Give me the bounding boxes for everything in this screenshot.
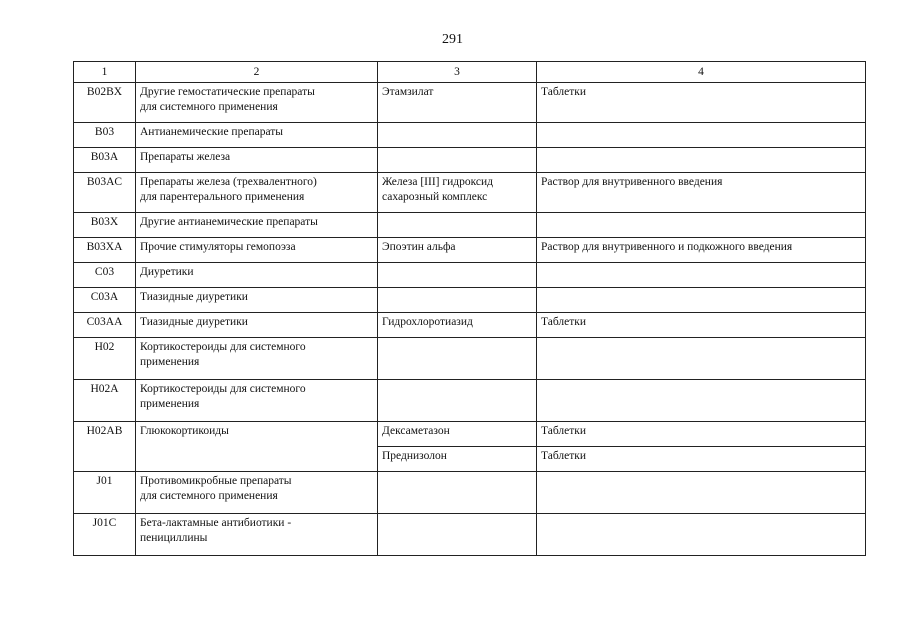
atc-code-cell: B03A <box>74 148 136 173</box>
page-number: 291 <box>442 32 463 47</box>
dosage-form-cell <box>537 380 866 422</box>
table-row <box>74 380 866 422</box>
dosage-form-cell <box>537 288 866 313</box>
table-row <box>74 148 866 173</box>
dosage-form-cell: Таблетки <box>537 447 866 472</box>
group-name-cell: Другие антианемические препараты <box>136 213 378 238</box>
group-name-cell: Прочие стимуляторы гемопоэза <box>136 238 378 263</box>
table-body <box>74 83 866 556</box>
group-name-cell: Антианемические препараты <box>136 123 378 148</box>
column-header-3: 3 <box>378 62 537 83</box>
dosage-form-cell: Таблетки <box>537 313 866 338</box>
table-row <box>74 173 866 213</box>
group-name-cell: Кортикостероиды для системного применения <box>136 338 378 380</box>
table-row <box>74 422 866 447</box>
drug-name-cell <box>378 514 537 556</box>
table-header-row <box>74 62 866 83</box>
column-header-2: 2 <box>136 62 378 83</box>
dosage-form-cell <box>537 338 866 380</box>
drug-name-cell: Преднизолон <box>378 447 537 472</box>
drug-name-cell <box>378 123 537 148</box>
table-row <box>74 288 866 313</box>
atc-code-cell: B03X <box>74 213 136 238</box>
drug-name-cell: Железа [III] гидроксид сахарозный комплекс <box>378 173 537 213</box>
table-row <box>74 472 866 514</box>
drug-name-cell: Гидрохлоротиазид <box>378 313 537 338</box>
drug-name-cell <box>378 213 537 238</box>
drug-name-cell <box>378 263 537 288</box>
atc-code-cell: C03A <box>74 288 136 313</box>
table-row <box>74 123 866 148</box>
drug-table <box>73 61 866 556</box>
group-name-cell: Бета-лактамные антибиотики - пенициллины <box>136 514 378 556</box>
atc-code-cell: B03XA <box>74 238 136 263</box>
dosage-form-cell <box>537 514 866 556</box>
drug-name-cell <box>378 148 537 173</box>
group-name-cell: Препараты железа <box>136 148 378 173</box>
group-name-cell: Диуретики <box>136 263 378 288</box>
drug-name-cell <box>378 338 537 380</box>
atc-code-cell: B03AC <box>74 173 136 213</box>
atc-code-cell: J01 <box>74 472 136 514</box>
drug-name-cell: Дексаметазон <box>378 422 537 447</box>
column-header-4: 4 <box>537 62 866 83</box>
dosage-form-cell <box>537 148 866 173</box>
dosage-form-cell: Раствор для внутривенного и подкожного введения <box>537 238 866 263</box>
group-name-cell: Препараты железа (трехвалентного) для парентерального применения <box>136 173 378 213</box>
dosage-form-cell <box>537 213 866 238</box>
drug-name-cell <box>378 288 537 313</box>
dosage-form-cell: Таблетки <box>537 83 866 123</box>
table-row <box>74 213 866 238</box>
atc-code-cell: H02 <box>74 338 136 380</box>
group-name-cell: Кортикостероиды для системного применения <box>136 380 378 422</box>
table-row <box>74 338 866 380</box>
group-name-cell: Тиазидные диуретики <box>136 288 378 313</box>
group-name-cell: Глюкокортикоиды <box>136 422 378 472</box>
drug-name-cell <box>378 472 537 514</box>
drug-name-cell <box>378 380 537 422</box>
dosage-form-cell <box>537 263 866 288</box>
atc-code-cell: C03 <box>74 263 136 288</box>
atc-code-cell: H02AB <box>74 422 136 472</box>
table-row <box>74 83 866 123</box>
atc-code-cell: H02A <box>74 380 136 422</box>
dosage-form-cell: Раствор для внутривенного введения <box>537 173 866 213</box>
atc-code-cell: J01C <box>74 514 136 556</box>
dosage-form-cell <box>537 123 866 148</box>
table-row <box>74 238 866 263</box>
table-row <box>74 263 866 288</box>
atc-code-cell: C03AA <box>74 313 136 338</box>
column-header-1: 1 <box>74 62 136 83</box>
table-row <box>74 514 866 556</box>
group-name-cell: Противомикробные препараты для системного применения <box>136 472 378 514</box>
dosage-form-cell <box>537 472 866 514</box>
atc-code-cell: B03 <box>74 123 136 148</box>
drug-name-cell: Этамзилат <box>378 83 537 123</box>
group-name-cell: Другие гемостатические препараты для системного применения <box>136 83 378 123</box>
drug-name-cell: Эпоэтин альфа <box>378 238 537 263</box>
group-name-cell: Тиазидные диуретики <box>136 313 378 338</box>
dosage-form-cell: Таблетки <box>537 422 866 447</box>
table-row <box>74 313 866 338</box>
atc-code-cell: B02BX <box>74 83 136 123</box>
